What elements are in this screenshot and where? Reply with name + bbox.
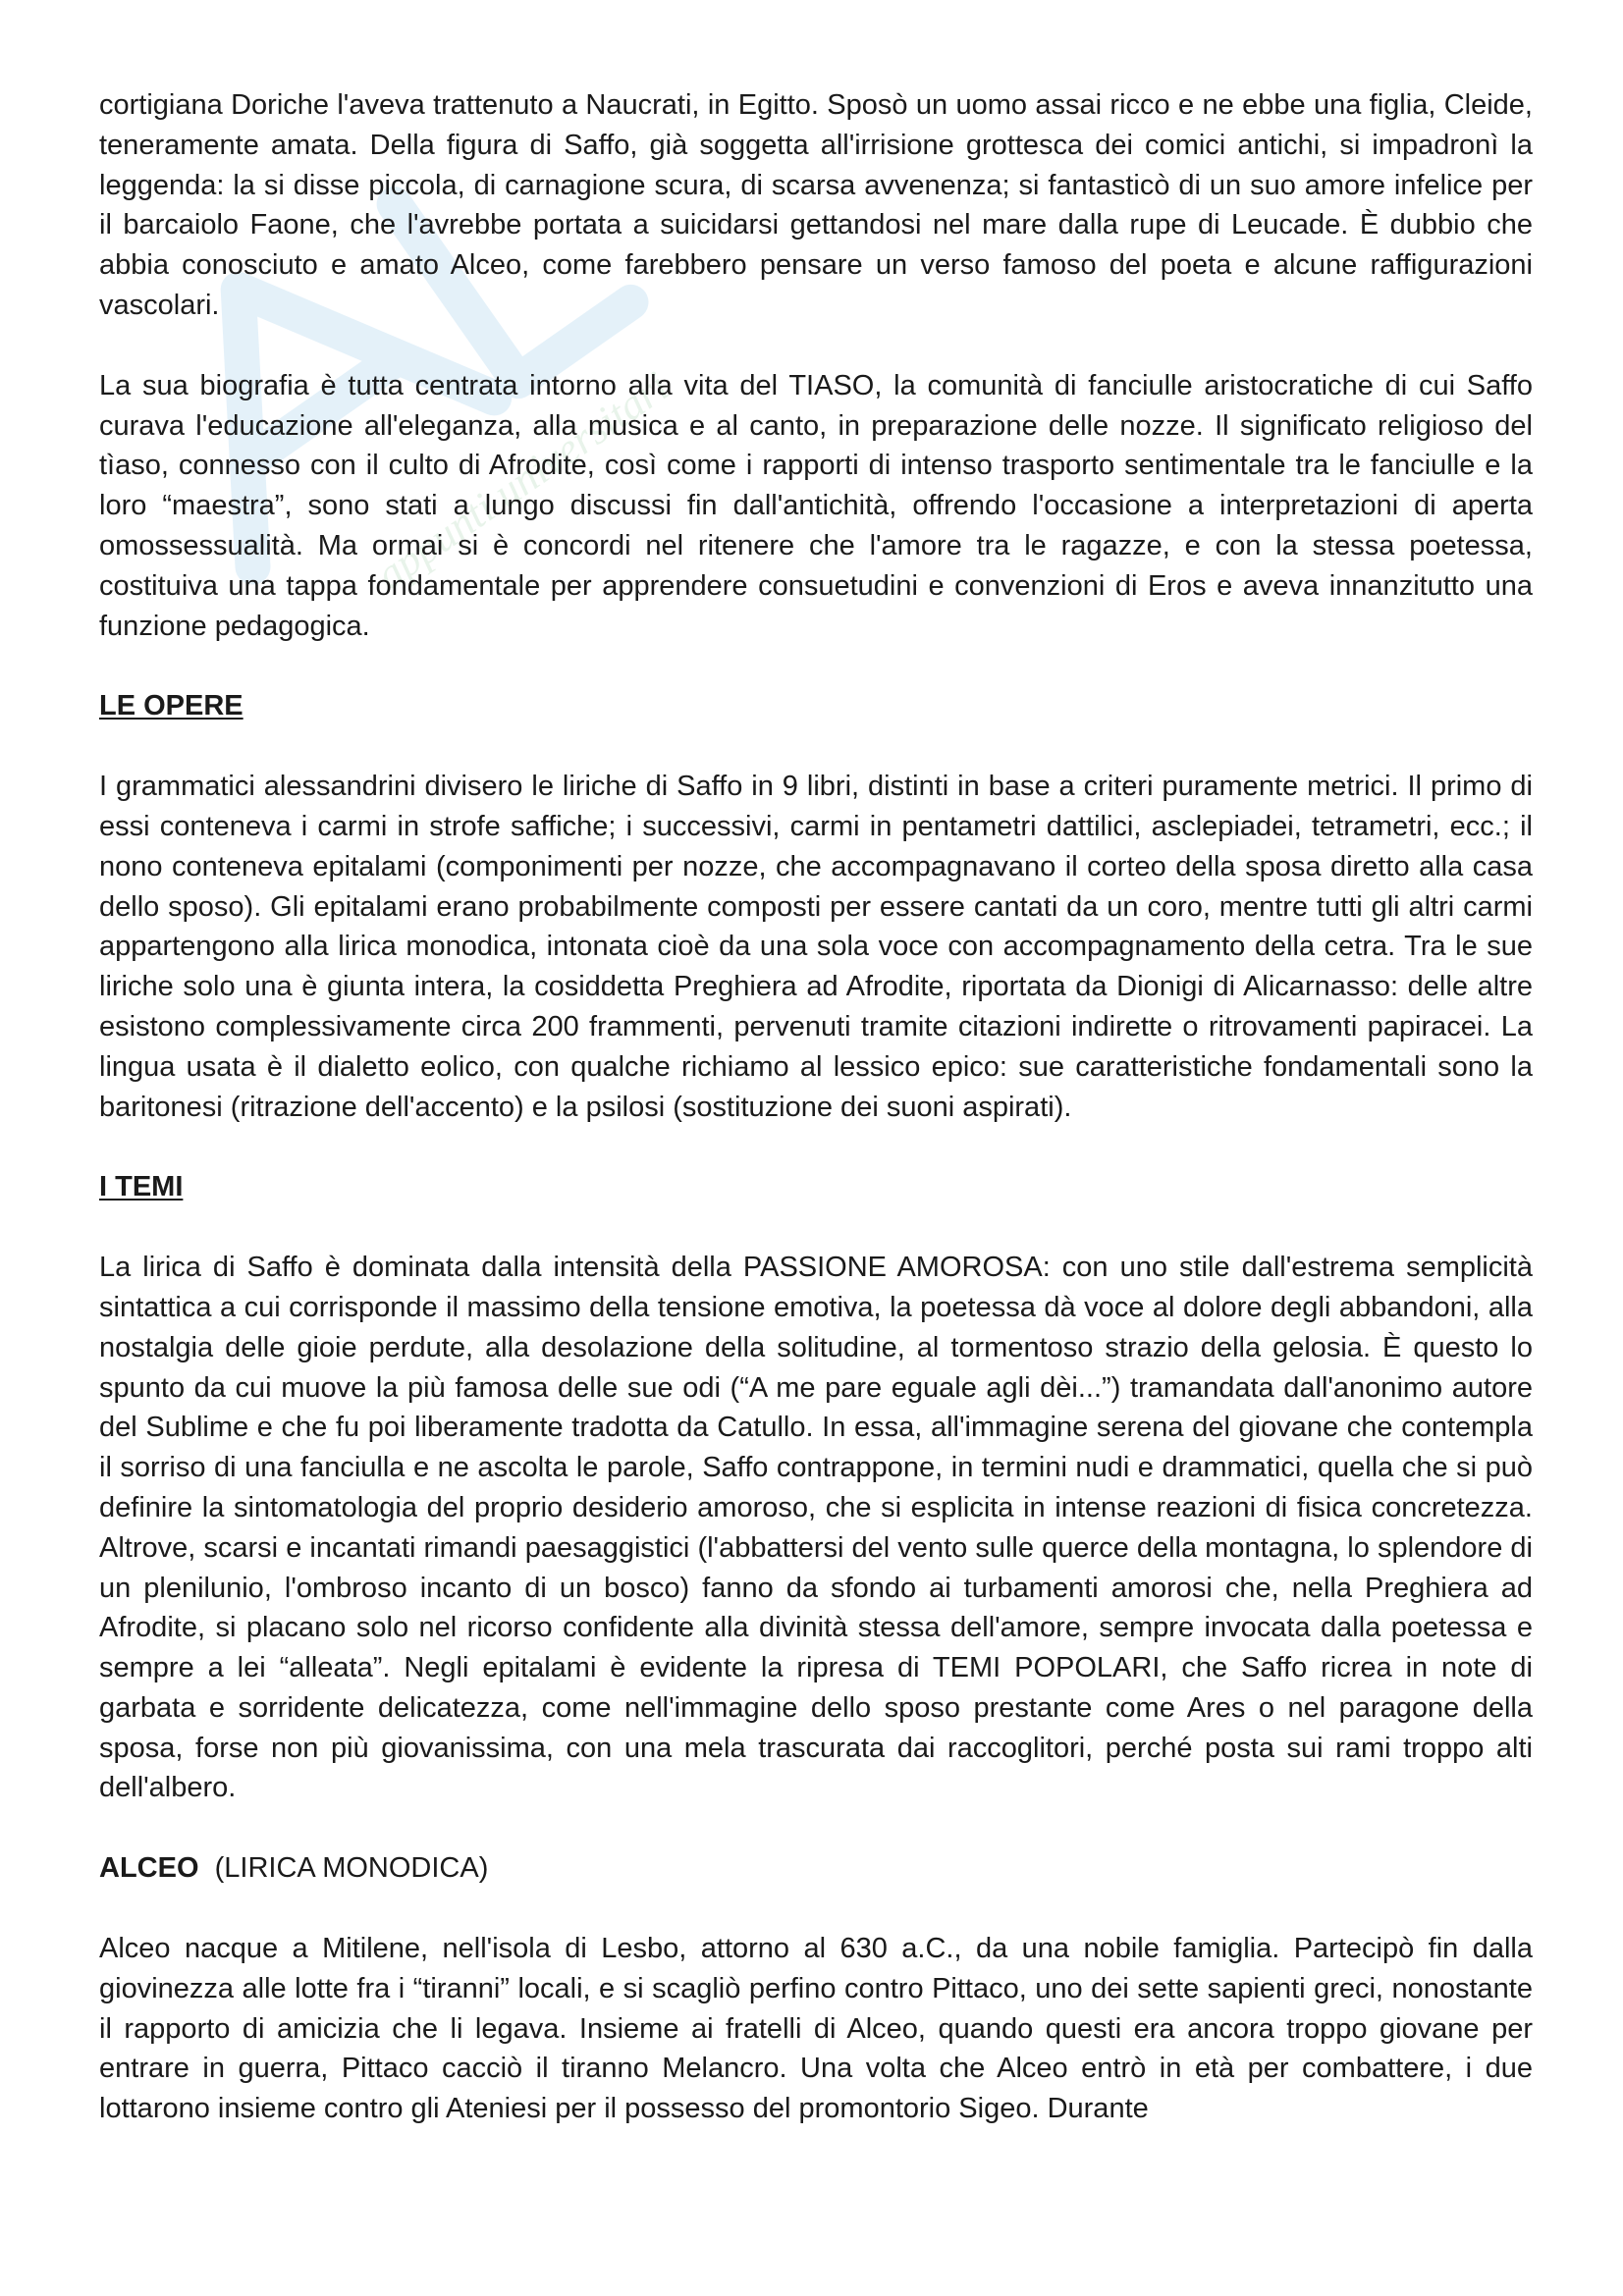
section-heading-i-temi-text: I TEMI: [99, 1171, 184, 1203]
paragraph-i-temi: La lirica di Saffo è dominata dalla intensità della PASSIONE AMOROSA: con uno stile dall'estrema semplicità sintattica a cui corrisponde il massimo della tensione emotiva, la poetessa dà voce al dolore degli abbandoni, alla nostalgia delle gioie perdute, alla desolazione della solitudine, al tormentoso strazio della gelosia. È questo lo spunto da cui muove la più famosa delle sue odi (“A me pare eguale agli dèi...”) tramandata dall'anonimo autore del Sublime e che fu poi liberamente tradotta da Catullo. In essa, all'immagine serena del giovane che contempla il sorriso di una fanciulla e ne ascolta le parole, Saffo contrappone, in termini nudi e drammatici, quella che si può definire la sintomatologia del proprio desiderio amoroso, che si esplicita in intense reazioni di fisica concretezza. Altrove, scarsi e incantati rimandi paesaggistici (l'abbattersi del vento sulle querce della montagna, lo splendore di un plenilunio, l'ombroso incanto di un bosco) fanno da sfondo ai turbamenti amorosi che, nella Preghiera ad Afrodite, si placano solo nel ricorso confidente alla divinità stessa dell'amore, sempre invocata dalla poetessa e sempre a lei “alleata”. Negli epitalami è evidente la ripresa di TEMI POPOLARI, che Saffo ricrea in note di garbata e sorridente delicatezza, come nell'immagine dello sposo prestante come Ares o nel paragone della sposa, forse non più giovanissima, con una mela trascurata dai raccoglitori, perché posta sui rami troppo alti dell'albero.: [99, 1252, 1533, 1804]
paragraph-le-opere: I grammatici alessandrini divisero le liriche di Saffo in 9 libri, distinti in base a criteri puramente metrici. Il primo di essi conteneva i carmi in strofe saffiche; i successivi, carmi in pentametri dattilici, asclepiadei, tetrametri, ecc.; il nono conteneva epitalami (componimenti per nozze, che accompagnavano il corteo della sposa diretto alla casa dello sposo). Gli epitalami erano probabilmente composti per essere cantati da un coro, mentre tutti gli altri carmi appartengono alla lirica monodica, intonata cioè da una sola voce con accompagnamento della cetra. Tra le sue liriche solo una è giunta intera, la cosiddetta Preghiera ad Afrodite, riportata da Dionigi di Alicarnasso: delle altre esistono complessivamente circa 200 frammenti, pervenuti tramite citazioni indirette o ritrovamenti papiracei. La lingua usata è il dialetto eolico, con qualche richiamo al lessico epico: sue caratteristiche fondamentali sono la baritonesi (ritrazione dell'accento) e la psilosi (sostituzione dei suoni aspirati).: [99, 771, 1533, 1123]
section-heading-le-opere-text: LE OPERE: [99, 690, 243, 722]
document-body: [99, 85, 1533, 2129]
section-heading-alceo: [99, 1848, 1533, 1889]
section-heading-le-opere: [99, 686, 1533, 726]
paragraph-alceo: Alceo nacque a Mitilene, nell'isola di Lesbo, attorno al 630 a.C., da una nobile famiglia. Partecipò fin dalla giovinezza alle lotte fra i “tiranni” locali, e si scagliò perfino contro Pittaco, uno dei sette sapienti greci, nonostante il rapporto di amicizia che li legava. Insieme ai fratelli di Alceo, quando questi era ancora troppo giovane per entrare in guerra, Pittaco cacciò il tiranno Melancro. Una volta che Alceo entrò in età per combattere, i due lottarono insieme contro gli Ateniesi per il possesso del promontorio Sigeo. Durante: [99, 1933, 1533, 2125]
section-heading-alceo-subtitle: (LIRICA MONODICA): [214, 1852, 489, 1885]
watermark-text: appunti universitari: [367, 361, 677, 600]
paragraph-saffo-biography-end: cortigiana Doriche l'aveva trattenuto a Naucrati, in Egitto. Sposò un uomo assai ricco e ne ebbe una figlia, Cleide, teneramente amata. Della figura di Saffo, già soggetta all'irrisione grottesca dei comici antichi, si impadronì la leggenda: la si disse piccola, di carnagione scura, di scarsa avvenenza; si fantasticò di un suo amore infelice per il barcaiolo Faone, che l'avrebbe portata a suicidarsi gettandosi nel mare dalla rupe di Leucade. È dubbio che abbia conosciuto e amato Alceo, come farebbero pensare un verso famoso del poeta e alcune raffigurazioni vascolari.: [99, 89, 1533, 321]
section-heading-i-temi: [99, 1167, 1533, 1207]
section-heading-alceo-title: ALCEO: [99, 1852, 199, 1885]
paragraph-tiaso: La sua biografia è tutta centrata intorno alla vita del TIASO, la comunità di fanciulle aristocratiche di cui Saffo curava l'educazione all'eleganza, alla musica e al canto, in preparazione delle nozze. Il significato religioso del tìaso, connesso con il culto di Afrodite, così come i rapporti di intenso trasporto sentimentale tra le fanciulle e la loro “maestra”, sono stati a lungo discussi fin dall'antichità, offrendo l'occasione a interpretazioni di aperta omossessualità. Ma ormai si è concordi nel ritenere che l'amore tra le ragazze, e con la stessa poetessa, costituiva una tappa fondamentale per apprendere consuetudini e convenzioni di Eros e aveva innanzitutto una funzione pedagogica.: [99, 369, 1533, 642]
